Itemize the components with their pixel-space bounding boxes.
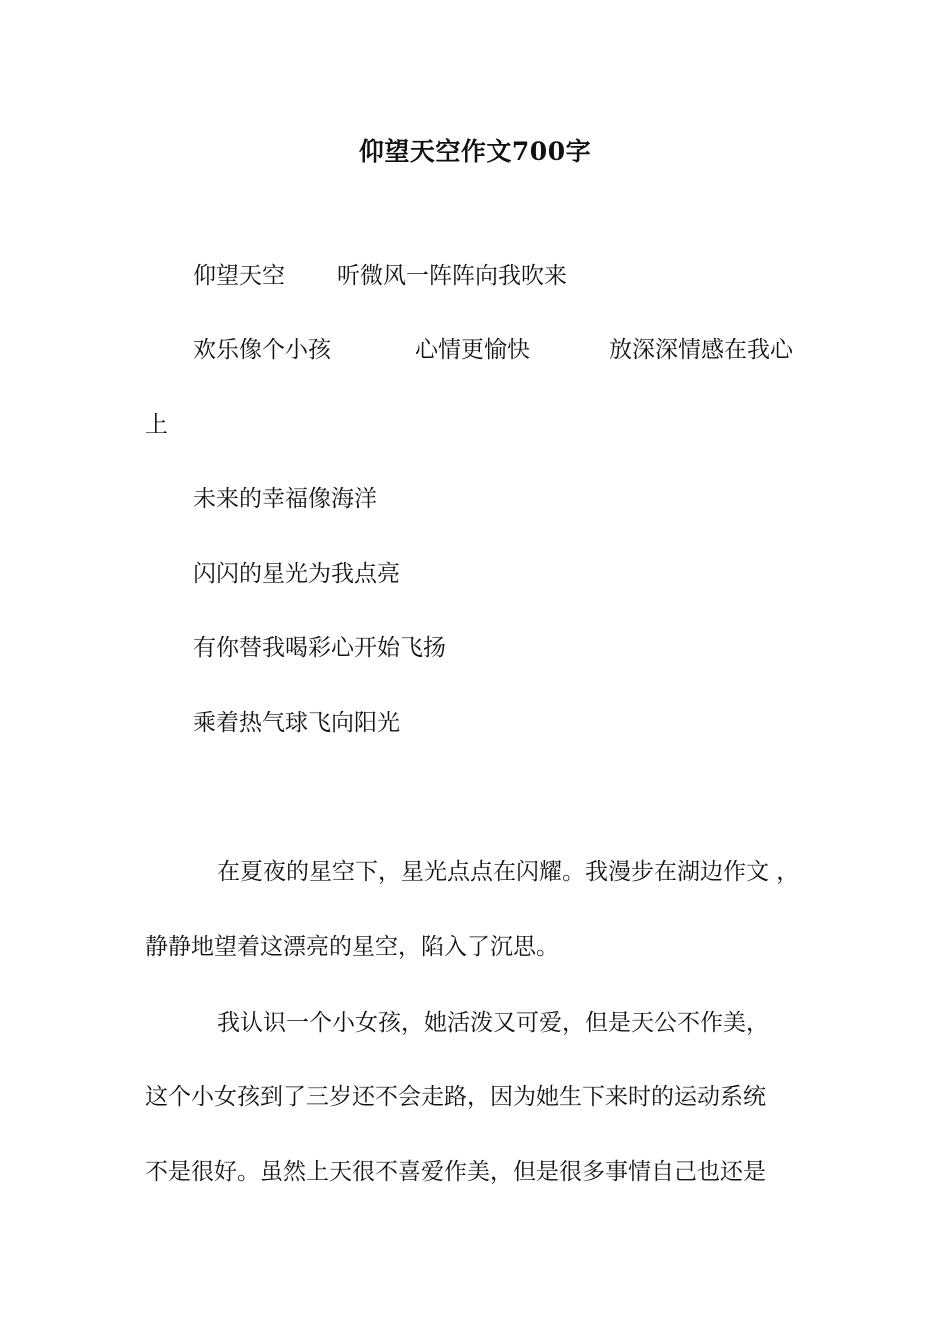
poem-line-2c: 放深深情感在我心 (609, 337, 793, 363)
paragraph-2-line-1: 我认识一个小女孩，她活泼又可爱，但是天公不作美， (217, 1010, 769, 1036)
poem-line-1a: 仰望天空 (193, 263, 285, 289)
poem-line-4: 闪闪的星光为我点亮 (193, 561, 400, 587)
poem-line-2-wrap: 上 (145, 412, 168, 438)
paragraph-1-line-2: 静静地望着这漂亮的星空，陷入了沉思。 (145, 934, 559, 960)
document-title: 仰望天空作文700字 (358, 137, 592, 166)
paragraph-1-line-1: 在夏夜的星空下，星光点点在闪耀。我漫步在湖边作文 ， (217, 859, 800, 885)
poem-line-1b: 听微风一阵阵向我吹来 (337, 263, 567, 289)
poem-line-2a: 欢乐像个小孩 (193, 337, 331, 363)
poem-line-3: 未来的幸福像海洋 (193, 486, 377, 512)
poem-line-5: 有你替我喝彩心开始飞扬 (193, 635, 446, 661)
paragraph-2-line-2: 这个小女孩到了三岁还不会走路，因为她生下来时的运动系统 (145, 1084, 766, 1110)
poem-line-2b: 心情更愉快 (415, 337, 530, 363)
poem-line-6: 乘着热气球飞向阳光 (193, 710, 400, 736)
paragraph-2-line-3: 不是很好。虽然上天很不喜爱作美，但是很多事情自己也还是 (145, 1159, 766, 1185)
